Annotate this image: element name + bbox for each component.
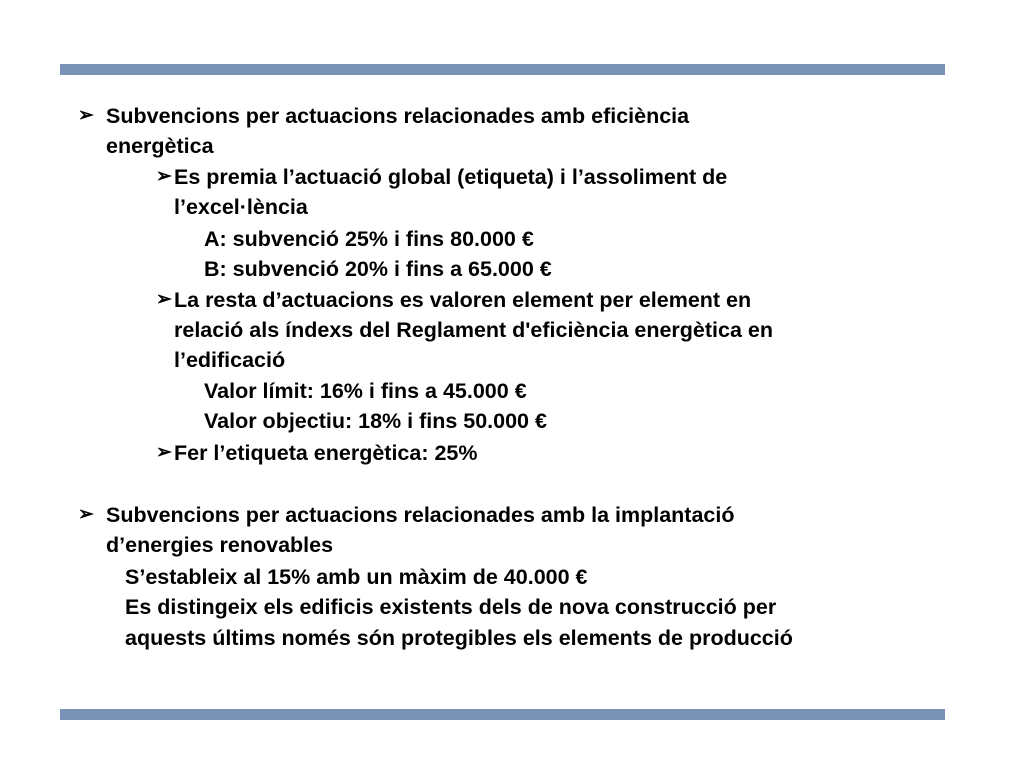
arrow-bullet-icon: ➢ — [78, 504, 94, 525]
arrow-bullet-icon: ➢ — [156, 442, 172, 463]
section2-item-3: aquests últims només són protegibles els elements de producció — [125, 626, 793, 650]
sub2-item-valor-limit: Valor límit: 16% i fins a 45.000 € — [204, 379, 527, 403]
arrow-bullet-icon: ➢ — [156, 166, 172, 187]
sub2-item-valor-objectiu: Valor objectiu: 18% i fins 50.000 € — [204, 409, 547, 433]
section2-item-2: Es distingeix els edificis existents dels de nova construcció per — [125, 595, 777, 619]
arrow-bullet-icon: ➢ — [78, 105, 94, 126]
sub3-line1: Fer l’etiqueta energètica: 25% — [174, 441, 478, 465]
sub1-item-a: A: subvenció 25% i fins 80.000 € — [204, 227, 534, 251]
sub2-line2: relació als índexs del Reglament d'eficiència energètica en — [174, 318, 773, 342]
bottom-divider-bar — [60, 709, 945, 720]
sub1-line2: l’excel·lència — [174, 195, 308, 219]
arrow-bullet-icon: ➢ — [156, 289, 172, 310]
sub2-line1: La resta d’actuacions es valoren element per element en — [174, 288, 752, 312]
top-divider-bar — [60, 64, 945, 75]
section1-heading-line1: Subvencions per actuacions relacionades amb eficiència — [106, 104, 690, 128]
sub1-item-b: B: subvenció 20% i fins a 65.000 € — [204, 257, 552, 281]
section2-item-1: S’estableix al 15% amb un màxim de 40.000 € — [125, 565, 588, 589]
section2-heading-line2: d’energies renovables — [106, 533, 334, 557]
section2-heading-line1: Subvencions per actuacions relacionades amb la implantació — [106, 503, 735, 527]
sub1-line1: Es premia l’actuació global (etiqueta) i l’assoliment de — [174, 165, 728, 189]
sub2-line3: l’edificació — [174, 348, 286, 372]
section1-heading-line2: energètica — [106, 134, 214, 158]
